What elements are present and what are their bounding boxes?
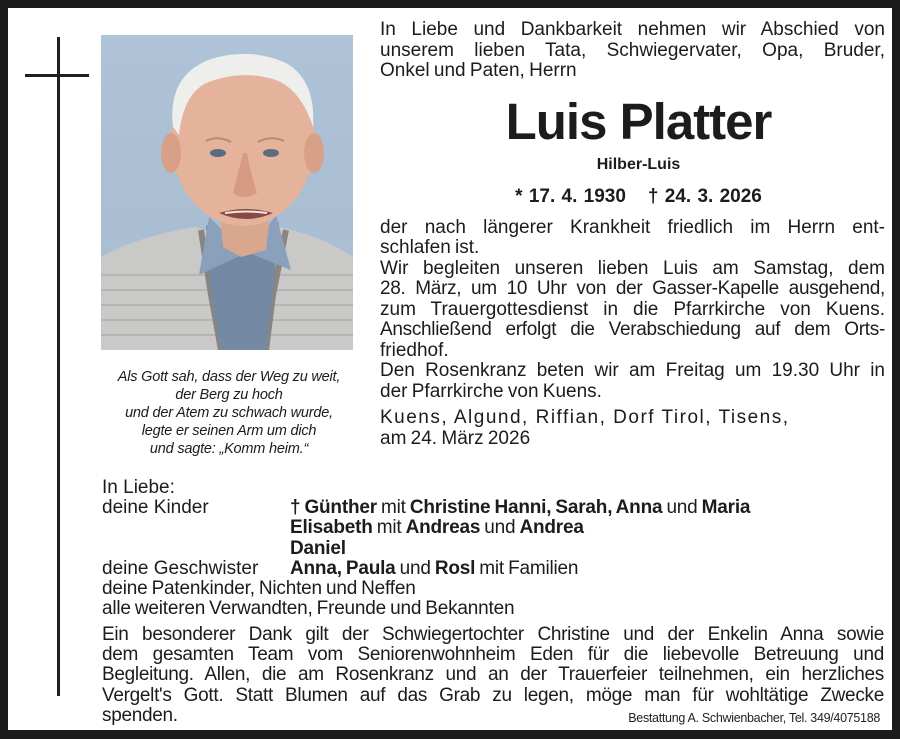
cross-icon-vertical bbox=[57, 37, 60, 696]
portrait-photo bbox=[101, 35, 353, 350]
poem-line: und der Atem zu schwach wurde, bbox=[125, 405, 333, 421]
mourners-heading bbox=[102, 478, 750, 498]
children-row bbox=[102, 518, 750, 538]
poem-line: Als Gott sah, dass der Weg zu weit, bbox=[117, 369, 341, 385]
details-line: Wir begleiten unseren lieben Luis am Samstag, dem bbox=[380, 257, 885, 279]
siblings-label: deine Geschwister bbox=[102, 557, 259, 579]
children-row bbox=[102, 498, 750, 518]
thanks-line: dem gesamten Team vom Seniorenwohnheim Eden für die liebevolle Betreuung und bbox=[102, 644, 884, 666]
details-line: friedhof. bbox=[380, 339, 449, 361]
deceased-nickname: Hilber-Luis bbox=[596, 155, 681, 173]
intro-line: unserem lieben Tata, Schwiegervater, Opa, Bruder, bbox=[380, 39, 885, 61]
poem-line: und sagte: „Komm heim.“ bbox=[149, 441, 309, 457]
name-bold: Daniel bbox=[290, 537, 346, 559]
name-bold: Andrea bbox=[519, 517, 584, 539]
godchildren-text: deine Patenkinder, Nichten und Neffen bbox=[102, 578, 416, 600]
relatives-row bbox=[102, 599, 750, 619]
place-and-date bbox=[380, 408, 885, 449]
mourners-heading-text: In Liebe: bbox=[102, 477, 175, 498]
thanks-line: Begleitung. Allen, die am Rosenkranz und an der Trauerfeier teilnehmen, ein herzliches bbox=[102, 664, 884, 686]
thanks-line: Ein besonderer Dank gilt der Schwiegertochter Christine und der Enkelin Anna sowie bbox=[102, 624, 884, 645]
memorial-poem bbox=[98, 368, 360, 458]
intro-line: In Liebe und Dankbarkeit nehmen wir Abschied von bbox=[380, 19, 885, 40]
name-bold: Elisabeth bbox=[290, 517, 373, 539]
siblings-line: Anna, Paula und Rosl mit Familien bbox=[290, 557, 579, 579]
life-dates bbox=[380, 186, 885, 208]
thanks-line: spenden. bbox=[102, 704, 178, 726]
name-bold: † Günther bbox=[290, 497, 377, 519]
places: Kuens, Algund, Riffian, Dorf Tirol, Tisens, bbox=[380, 407, 790, 428]
death-date: † 24. 3. 2026 bbox=[647, 185, 762, 207]
cross-icon-horizontal bbox=[25, 74, 89, 77]
details-line: 28. März, um 10 Uhr von der Gasser-Kapelle ausgehend, bbox=[380, 278, 885, 299]
details-line: der Pfarrkirche von Kuens. bbox=[380, 380, 602, 402]
intro-line: Onkel und Paten, Herrn bbox=[380, 60, 577, 81]
details-line: zum Trauergottesdienst in die Pfarrkirche von Kuens. bbox=[380, 298, 885, 320]
godchildren-row bbox=[102, 579, 750, 599]
intro-text bbox=[380, 20, 885, 82]
funeral-home-credit: Bestattung A. Schwienbacher, Tel. 349/4075188 bbox=[628, 711, 880, 725]
details-line: Den Rosenkranz beten wir am Freitag um 19.30 Uhr in bbox=[380, 360, 885, 381]
children-line bbox=[290, 539, 346, 559]
relatives-text: alle weiteren Verwandten, Freunde und Bekannten bbox=[102, 598, 515, 620]
poem-line: legte er seinen Arm um dich bbox=[141, 423, 317, 439]
poem-line: der Berg zu hoch bbox=[175, 387, 283, 403]
name-bold: Christine Hanni, Sarah, Anna bbox=[409, 497, 663, 519]
name-bold: Rosl bbox=[434, 557, 476, 579]
thanks-line: Vergelt's Gott. Statt Blumen auf das Grab zu legen, möge man für wohltätige Zwecke bbox=[102, 684, 884, 706]
main-column bbox=[380, 20, 885, 449]
siblings-row bbox=[102, 559, 750, 579]
children-row bbox=[102, 539, 750, 559]
portrait-illustration bbox=[101, 35, 353, 350]
name-bold: Anna, Paula bbox=[290, 557, 396, 579]
details-line: schlafen ist. bbox=[380, 237, 480, 258]
mourners-list bbox=[102, 478, 750, 619]
details-line: Anschließend erfolgt die Verabschiedung auf dem Orts- bbox=[380, 319, 885, 340]
obituary-card bbox=[8, 8, 892, 730]
funeral-details bbox=[380, 218, 885, 403]
notice-date: am 24. März 2026 bbox=[380, 427, 531, 449]
name-bold: Maria bbox=[701, 497, 751, 519]
birth-date: * 17. 4. 1930 bbox=[515, 185, 626, 207]
name-bold: Andreas bbox=[405, 517, 481, 539]
children-line: † Günther mit Christine Hanni, Sarah, Anna und Maria bbox=[290, 497, 751, 519]
children-line: Elisabeth mit Andreas und Andrea bbox=[290, 517, 584, 539]
children-label: deine Kinder bbox=[102, 497, 209, 519]
deceased-name: Luis Platter bbox=[505, 92, 772, 150]
details-line: der nach längerer Krankheit friedlich im Herrn ent- bbox=[380, 216, 885, 238]
